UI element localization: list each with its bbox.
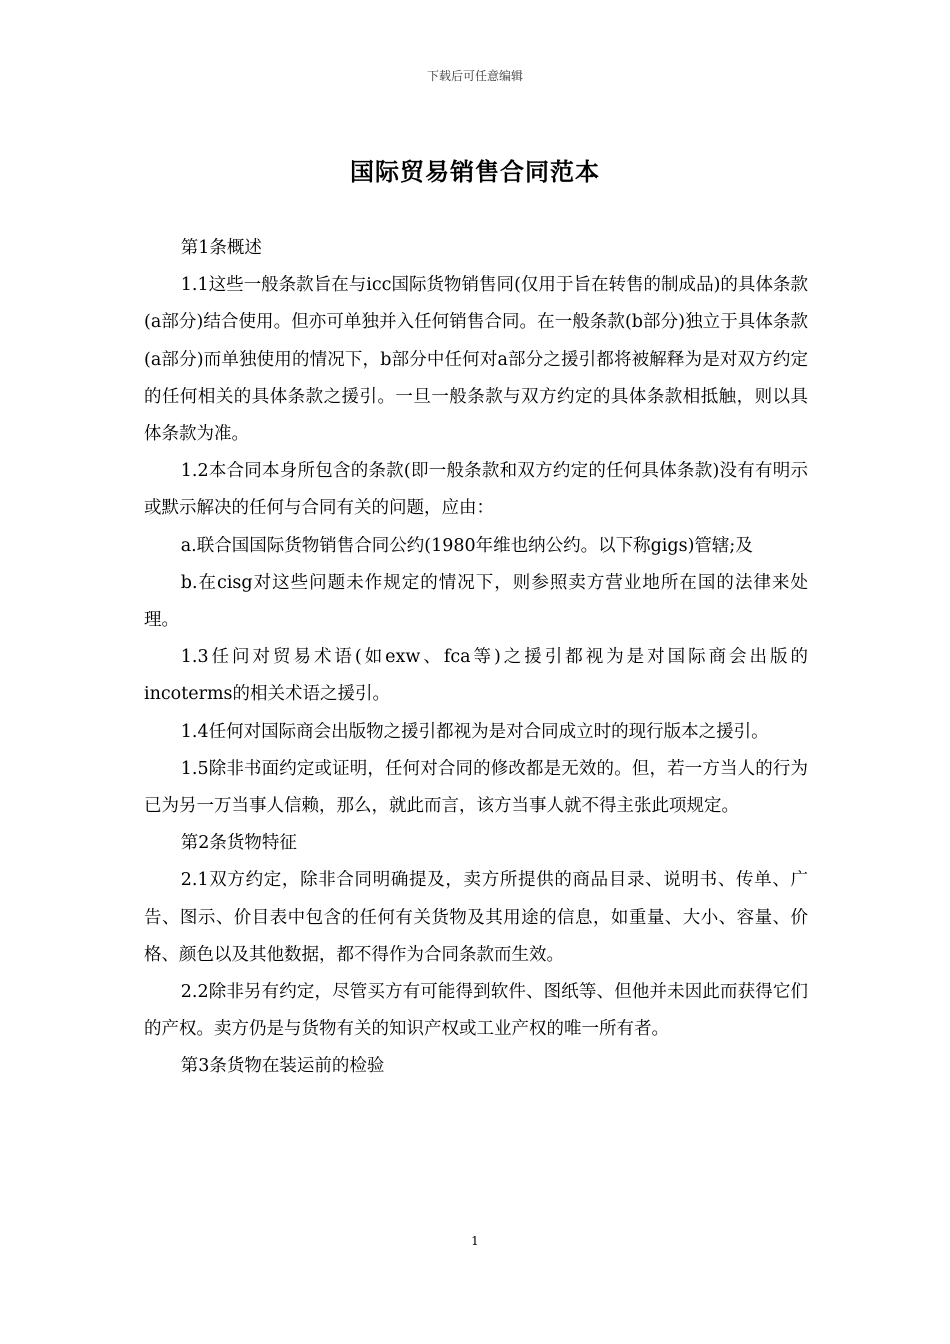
document-body: [144, 230, 808, 1086]
section-heading-3: 第3条货物在装运前的检验: [180, 1056, 385, 1077]
section-heading-2: 第2条货物特征: [180, 833, 297, 854]
paragraph-1-2-b: b.在cisg对这些问题未作规定的情况下，则参照卖方营业地所在国的法律来处理。: [144, 572, 808, 631]
paragraph-2-1: 2.1双方约定，除非合同明确提及，卖方所提供的商品目录、说明书、传单、广告、图示、价目表中包含的任何有关货物及其用途的信息，如重量、大小、容量、价格、颜色以及其他数据，都不得作为合同条款而生效。: [144, 870, 808, 965]
paragraph-1-5: 1.5除非书面约定或证明，任何对合同的修改都是无效的。但，若一方当人的行为已为另一万当事人信赖，那么，就此而言，该方当事人就不得主张此项规定。: [144, 758, 808, 817]
document-title: 国际贸易销售合同范本: [350, 158, 600, 186]
paragraph-1-1: 1.1这些一般条款旨在与icc国际货物销售同(仅用于旨在转售的制成品)的具体条款(a部分)结合使用。但亦可单独并入任何销售合同。在一般条款(b部分)独立于具体条款(a部分)而单独使用的情况下，b部分中任何对a部分之援引都将被解释为是对双方约定的任何相关的具体条款之援引。一旦一般条款与双方约定的具体条款相抵触，则以具体条款为准。: [144, 275, 808, 445]
section-heading-1: 第1条概述: [180, 238, 262, 258]
paragraph-1-2-a: a.联合国国际货物销售合同公约(1980年维也纳公约。以下称gigs)管辖;及: [180, 535, 753, 556]
paragraph-1-2: 1.2本合同本身所包含的条款(即一般条款和双方约定的任何具体条款)没有有明示或默示解决的任何与合同有关的问题，应由：: [144, 461, 808, 519]
paragraph-1-4: 1.4任何对国际商会出版物之援引都视为是对合同成立时的现行版本之援引。: [180, 721, 769, 742]
page-number: 1: [471, 1234, 479, 1248]
paragraph-2-2: 2.2除非另有约定，尽管买方有可能得到软件、图纸等、但他并未因此而获得它们的产权。卖方仍是与货物有关的知识产权或工业产权的唯一所有者。: [144, 982, 808, 1040]
paragraph-1-3: 1.3任问对贸易术语(如exw、fca等)之援引都视为是对国际商会出版的incoterms的相关术语之援引。: [144, 647, 808, 705]
header-note: 下载后可任意编辑: [426, 69, 523, 83]
